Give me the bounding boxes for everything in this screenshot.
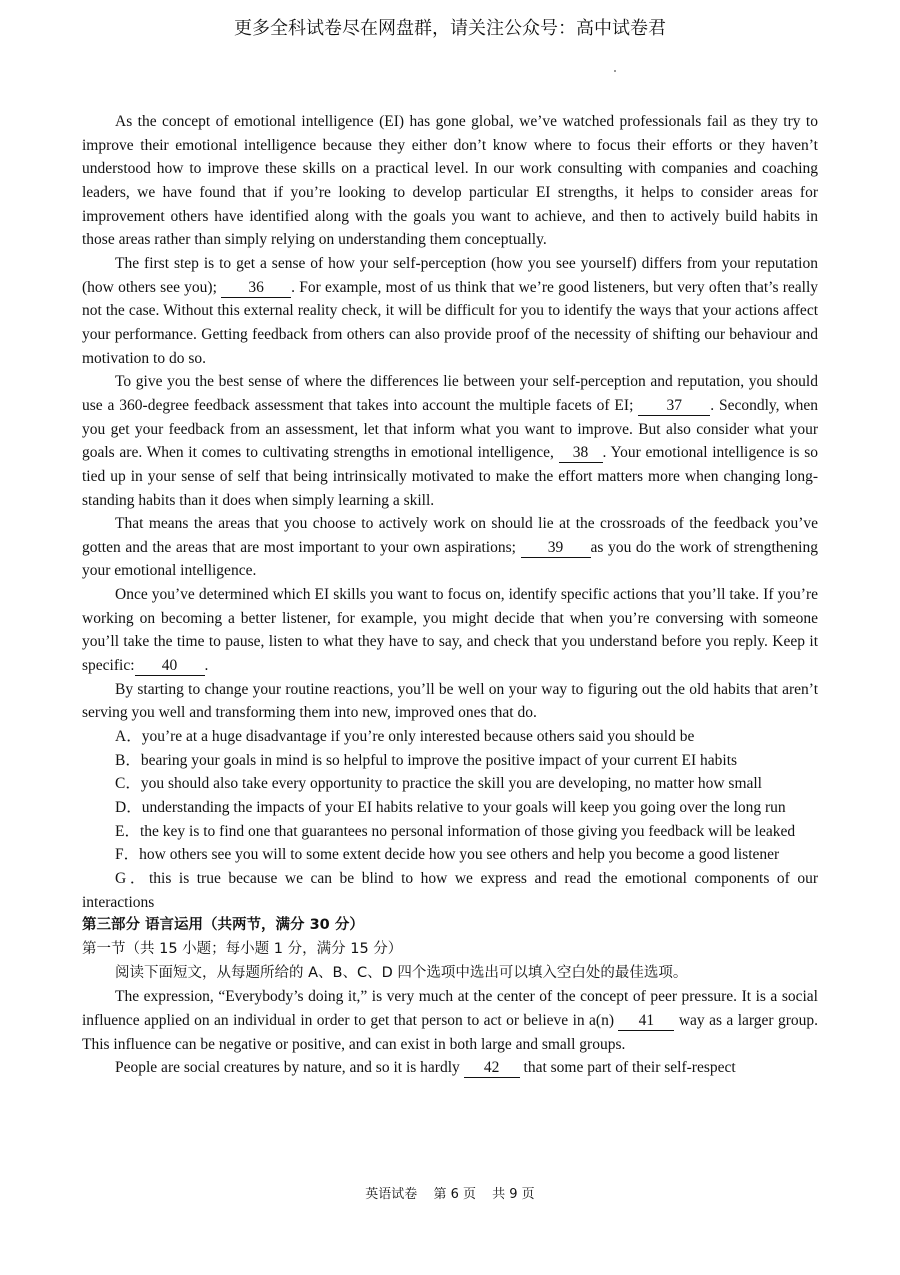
passage-paragraph-5 xyxy=(82,583,818,678)
option-letter: A． xyxy=(115,728,142,746)
part3-title: 第三部分 语言运用（共两节，满分 30 分） xyxy=(82,917,364,934)
blank-40: 40 xyxy=(135,657,205,676)
cloze-paragraph-1 xyxy=(82,985,818,1056)
blank-37: 37 xyxy=(638,397,710,416)
cloze-text: way as a larger group. This influence can be negative or positive, and can exist in both large and small groups. xyxy=(82,1011,819,1053)
option-text: understanding the impacts of your EI habits relative to your goals will keep you going over the long run xyxy=(141,799,786,817)
cloze-text: that some part of their self-respect xyxy=(523,1059,736,1077)
passage-text: That means the areas that you choose to actively work on should lie at the crossroads of the feedback you’ve gotten and the areas that are most important to your own aspirations; xyxy=(82,515,818,556)
option-g xyxy=(82,867,818,914)
section1-title: 第一节（共 15 小题；每小题 1 分，满分 15 分） xyxy=(82,940,403,957)
option-text: the key is to find one that guarantees no personal information of those giving you feedback will be leaked xyxy=(139,822,796,840)
passage-text: Once you’ve determined which EI skills you want to focus on, identify specific actions that you’ll take. If you’re working on becoming a better listener, for example, you might decide that when you’re conversing with someone you’ll take the time to pause, listen to what they have to say, and check that you understand before you reply. Keep it specific: xyxy=(82,586,818,675)
blank-42: 42 xyxy=(464,1059,520,1078)
passage-paragraph-4 xyxy=(82,512,818,583)
passage-paragraph-2 xyxy=(82,252,818,370)
option-text: you should also take every opportunity to practice the skill you are developing, no matter how small xyxy=(140,775,762,793)
blank-39: 39 xyxy=(521,539,591,558)
option-letter: D． xyxy=(115,799,142,817)
blank-41: 41 xyxy=(618,1012,674,1031)
passage-text: as you do the work of strengthening your emotional intelligence. xyxy=(82,538,818,580)
option-a xyxy=(82,725,818,749)
page-footer xyxy=(0,1183,900,1202)
footer-total-pages: 共 9 页 xyxy=(492,1187,535,1202)
passage-paragraph-1: As the concept of emotional intelligence (EI) has gone global, we’ve watched professionals fail as they try to improve their emotional intelligence because they either don’t know where to focus their efforts or they haven’t understood how to improve these skills on a practical level. In our work consulting with companies and coaching leaders, we have found that if you’re looking to develop particular EI strengths, it helps to consider areas for improvement others have identified along with the goals you want to achieve, and then to actively build habits in those areas rather than simply relying on understanding them conceptually. xyxy=(82,113,818,249)
footer-subject: 英语试卷 xyxy=(365,1187,418,1202)
option-letter: F． xyxy=(115,846,140,864)
option-letter: G． xyxy=(115,870,149,887)
option-f xyxy=(82,843,818,867)
passage-paragraph-6: By starting to change your routine reactions, you’ll be well on your way to figuring out the old habits that aren’t serving you well and transforming them into new, improved ones that do. xyxy=(82,680,818,722)
option-c xyxy=(82,772,818,796)
passage-text: . For example, most of us think that we’re good listeners, but very often that’s really not the case. Without this external reality check, it will be difficult for you to identify the ways that your actions affect your performance. Getting feedback from others can also provide proof of the necessity of shifting our behaviour and motivation to do so. xyxy=(82,278,818,367)
cloze-text: People are social creatures by nature, and so it is hardly xyxy=(115,1059,460,1077)
stray-dot xyxy=(614,70,616,72)
option-letter: C． xyxy=(115,775,141,793)
section1-instruction: 阅读下面短文，从每题所给的 A、B、C、D 四个选项中选出可以填入空白处的最佳选项。 xyxy=(115,964,688,981)
page-header-banner: 更多全科试卷尽在网盘群，请关注公众号：高中试卷君 xyxy=(234,18,666,39)
passage-text: To give you the best sense of where the differences lie between your self-perception and reputation, you should use a 360-degree feedback assessment that takes into account the multiple facets of EI; xyxy=(82,373,818,414)
cloze-text: The expression, “Everybody’s doing it,” is very much at the center of the concept of peer pressure. It is a social influence applied on an individual in order to get that person to act or believe in a(n) xyxy=(82,988,818,1029)
option-b xyxy=(82,749,818,773)
option-text: you’re at a huge disadvantage if you’re only interested because others said you should be xyxy=(141,728,695,746)
option-text: this is true because we can be blind to how we express and read the emotional components of our interactions xyxy=(82,870,818,911)
footer-page-number: 第 6 页 xyxy=(433,1187,476,1202)
passage-text: . Secondly, when you get your feedback from an assessment, let that inform what you want to improve. But also consider what your goals are. When it comes to cultivating strengths in emotional intelligence, xyxy=(82,396,818,462)
passage-text: . Your emotional intelligence is so tied up in your sense of self that being intrinsically motivated to make the effort matters more when changing long-standing habits than it does when simply learning a skill. xyxy=(82,444,818,509)
option-text: bearing your goals in mind is so helpful to improve the positive impact of your current EI habits xyxy=(140,751,738,769)
option-letter: B． xyxy=(115,751,141,769)
passage-text: The first step is to get a sense of how your self-perception (how you see yourself) differs from your reputation (how others see you); xyxy=(82,254,818,296)
cloze-paragraph-2 xyxy=(82,1056,818,1080)
option-d xyxy=(82,796,818,820)
passage-text: . xyxy=(204,657,209,675)
blank-38: 38 xyxy=(559,444,603,463)
blank-36: 36 xyxy=(221,279,291,298)
option-e xyxy=(82,820,818,844)
option-text: how others see you will to some extent decide how you see others and help you become a good listener xyxy=(139,846,780,864)
passage-paragraph-3 xyxy=(82,370,818,512)
page-body xyxy=(82,110,818,1080)
option-letter: E． xyxy=(115,822,140,840)
